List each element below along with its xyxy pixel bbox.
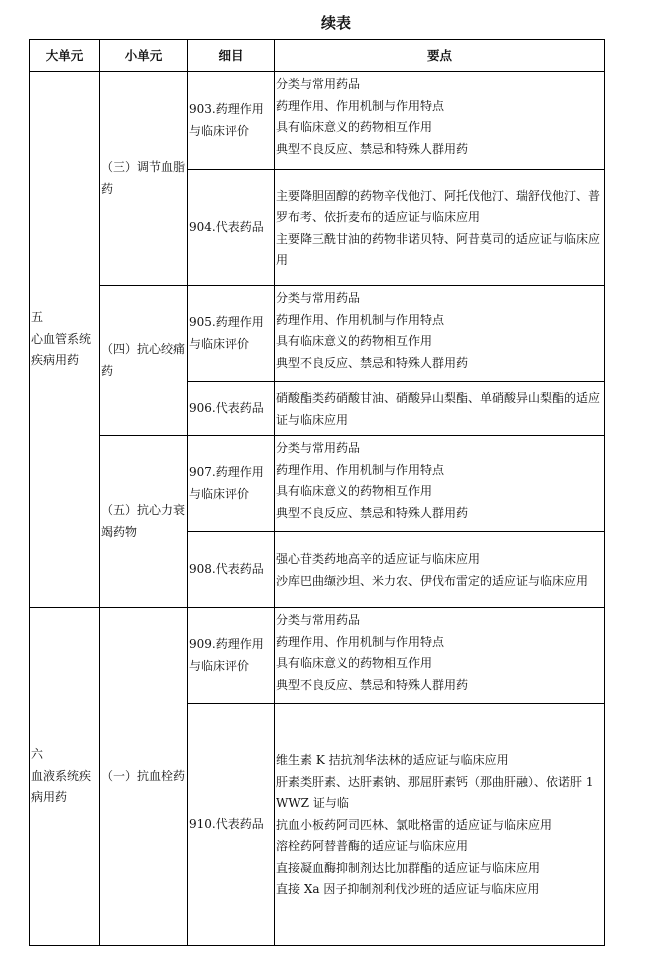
minor-unit-cell xyxy=(100,72,188,286)
major-unit-number: 五 xyxy=(31,310,44,325)
points-cell xyxy=(275,170,605,286)
item-label: 907.药理作用与临床评价 xyxy=(189,465,264,501)
point-text: 药理作用、作用机制与作用特点 xyxy=(276,462,445,477)
point-text: 药理作用、作用机制与作用特点 xyxy=(276,634,445,649)
points-cell xyxy=(275,382,605,436)
item-cell xyxy=(188,382,275,436)
points-cell xyxy=(275,532,605,608)
item-label: 903.药理作用与临床评价 xyxy=(189,102,264,138)
item-cell xyxy=(188,170,275,286)
points-cell xyxy=(275,608,605,704)
item-cell xyxy=(188,286,275,382)
points-cell xyxy=(275,704,605,946)
point-text: 强心苷类药地高辛的适应证与临床应用 xyxy=(276,552,481,566)
major-unit-name: 心血管系统疾病用药 xyxy=(31,331,92,368)
minor-unit-cell xyxy=(100,286,188,436)
point-text: 分类与常用药品 xyxy=(276,291,361,305)
item-label: 908.代表药品 xyxy=(189,561,264,576)
points-cell xyxy=(275,286,605,382)
table-row xyxy=(30,608,605,704)
table-header-row xyxy=(30,40,605,72)
item-label: 909.药理作用与临床评价 xyxy=(189,637,264,673)
point-text: 主要降胆固醇的药物辛伐他汀、阿托伐他汀、瑞舒伐他汀、普罗布考、依折麦布的适应证与临床应用 xyxy=(276,188,601,224)
point-text: 直接凝血酶抑制剂达比加群酯的适应证与临床应用 xyxy=(276,860,541,875)
point-text: 硝酸酯类药硝酸甘油、硝酸异山梨酯、单硝酸异山梨酯的适应证与临床应用 xyxy=(276,391,601,427)
item-cell xyxy=(188,436,275,532)
minor-unit-name: （四）抗心绞痛药 xyxy=(101,342,186,378)
point-text: 药理作用、作用机制与作用特点 xyxy=(276,98,445,113)
header-key-points: 要点 xyxy=(275,40,605,72)
minor-unit-name: （一）抗血栓药 xyxy=(101,768,186,783)
point-text: 抗血小板药阿司匹林、氯吡格雷的适应证与临床应用 xyxy=(276,817,553,832)
item-cell xyxy=(188,72,275,170)
points-cell xyxy=(275,436,605,532)
minor-unit-name: （五）抗心力衰竭药物 xyxy=(101,503,186,539)
points-cell xyxy=(275,72,605,170)
item-cell xyxy=(188,704,275,946)
point-text: 药理作用、作用机制与作用特点 xyxy=(276,312,445,327)
table-row xyxy=(30,72,605,170)
major-unit-cell xyxy=(30,72,100,608)
point-text: 典型不良反应、禁忌和特殊人群用药 xyxy=(276,355,469,370)
syllabus-table xyxy=(29,39,605,946)
point-text: 肝素类肝素、达肝素钠、那屈肝素钙（那曲肝融）、依诺肝 1WWZ 证与临 xyxy=(276,774,594,811)
header-minor-unit: 小单元 xyxy=(100,40,188,72)
major-unit-name: 血液系统疾病用药 xyxy=(31,768,92,805)
point-text: 分类与常用药品 xyxy=(276,613,361,627)
point-text: 典型不良反应、禁忌和特殊人群用药 xyxy=(276,505,469,520)
point-text: 沙库巴曲缬沙坦、米力农、伊伐布雷定的适应证与临床应用 xyxy=(276,573,589,588)
table-row xyxy=(30,286,605,382)
item-cell xyxy=(188,608,275,704)
minor-unit-cell xyxy=(100,608,188,946)
header-major-unit: 大单元 xyxy=(30,40,100,72)
item-label: 904.代表药品 xyxy=(189,219,264,234)
minor-unit-cell xyxy=(100,436,188,608)
point-text: 具有临床意义的药物相互作用 xyxy=(276,120,433,134)
point-text: 维生素 K 拮抗剂华法林的适应证与临床应用 xyxy=(276,753,509,768)
item-label: 905.药理作用与临床评价 xyxy=(189,315,264,351)
point-text: 直接 Xa 因子抑制剂利伐沙班的适应证与临床应用 xyxy=(276,882,540,897)
minor-unit-name: （三）调节血脂药 xyxy=(101,160,186,196)
point-text: 具有临床意义的药物相互作用 xyxy=(276,656,433,670)
point-text: 主要降三酰甘油的药物非诺贝特、阿昔莫司的适应证与临床应用 xyxy=(276,231,601,267)
table-row xyxy=(30,436,605,532)
point-text: 典型不良反应、禁忌和特殊人群用药 xyxy=(276,677,469,692)
item-cell xyxy=(188,532,275,608)
major-unit-number: 六 xyxy=(31,747,44,762)
item-label: 906.代表药品 xyxy=(189,400,264,415)
point-text: 具有临床意义的药物相互作用 xyxy=(276,334,433,348)
page-title: 续表 xyxy=(320,14,351,32)
point-text: 典型不良反应、禁忌和特殊人群用药 xyxy=(276,141,469,156)
major-unit-cell xyxy=(30,608,100,946)
item-label: 910.代表药品 xyxy=(189,816,264,831)
point-text: 溶栓药阿替普酶的适应证与临床应用 xyxy=(276,839,469,854)
point-text: 具有临床意义的药物相互作用 xyxy=(276,484,433,498)
point-text: 分类与常用药品 xyxy=(276,77,361,91)
point-text: 分类与常用药品 xyxy=(276,441,361,455)
header-item: 细目 xyxy=(188,40,275,72)
